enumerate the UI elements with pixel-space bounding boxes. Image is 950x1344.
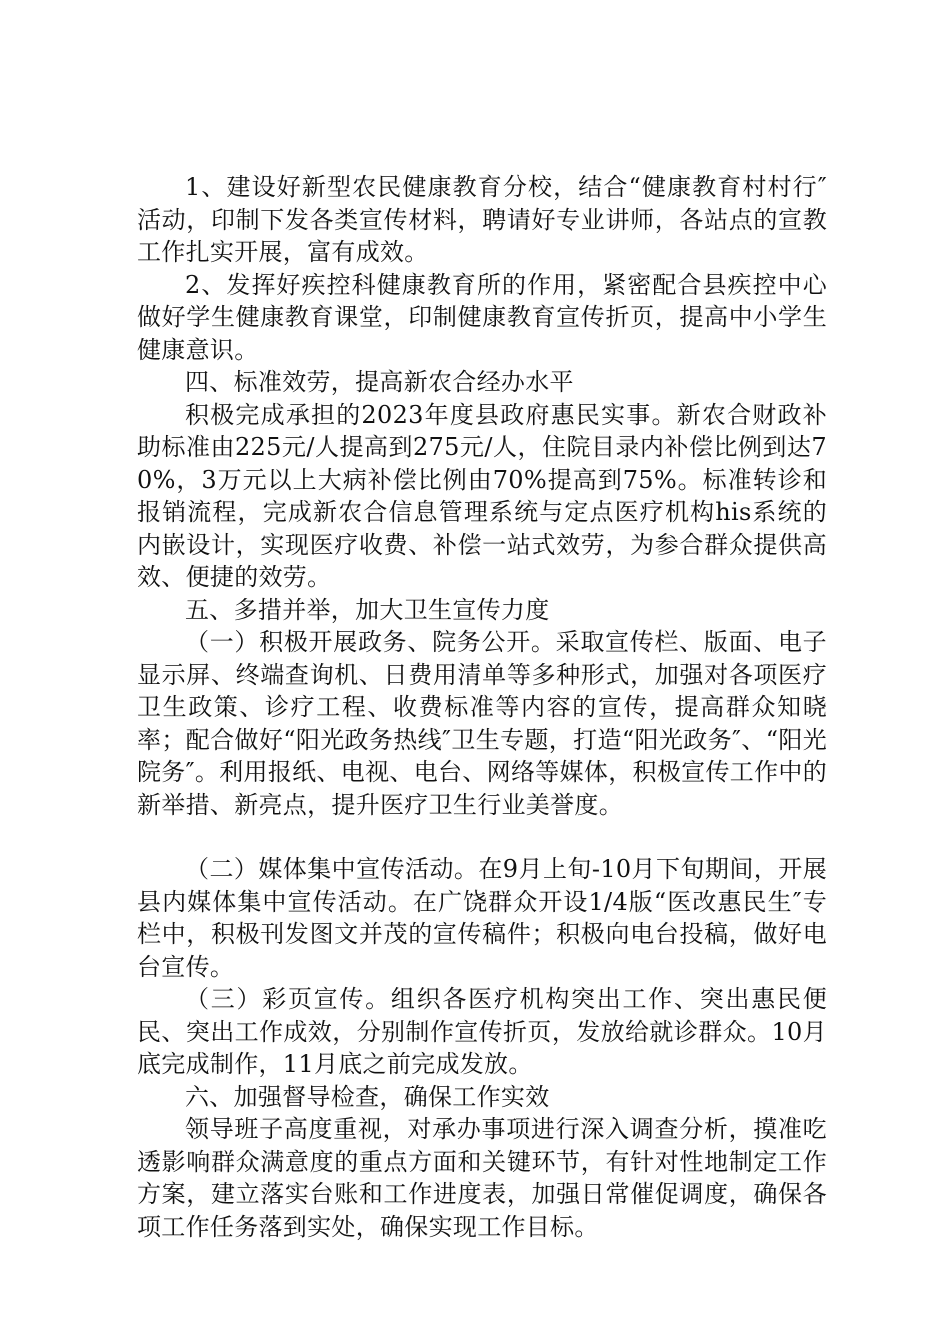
paragraph-rural-insurance: 积极完成承担的2023年度县政府惠民实事。新农合财政补助标准由225元/人提高到275元/人，住院目录内补偿比例到达70%，3万元以上大病补偿比例由70%提高到75%。标准转诊和报销流程，完成新农合信息管理系统与定点医疗机构his系统的内嵌设计，实现医疗收费、补偿一站式效劳，为参合群众提供高效、便捷的效劳。	[137, 400, 827, 591]
paragraph-publicity-2: （二）媒体集中宣传活动。在9月上旬-10月下旬期间，开展县内媒体集中宣传活动。在广饶群众开设1/4版“医改惠民生″专栏中，积极刊发图文并茂的宣传稿件；积极向电台投稿，做好电台宣传。	[137, 855, 827, 981]
paragraph-disease-control: 2、发挥好疾控科健康教育所的作用，紧密配合县疾控中心做好学生健康教育课堂，印制健康教育宣传折页，提高中小学生健康意识。	[137, 270, 827, 364]
paragraph-health-school: 1、建设好新型农民健康教育分校，结合“健康教育村村行″活动，印制下发各类宣传材料，聘请好专业讲师，各站点的宣教工作扎实开展，富有成效。	[137, 173, 827, 266]
paragraph-supervision: 领导班子高度重视，对承办事项进行深入调查分析，摸准吃透影响群众满意度的重点方面和关键环节，有针对性地制定工作方案，建立落实台账和工作进度表，加强日常催促调度，确保各项工作任务落到实处，确保实现工作目标。	[137, 1115, 827, 1241]
paragraph-publicity-1: （一）积极开展政务、院务公开。采取宣传栏、版面、电子显示屏、终端查询机、日费用清单等多种形式，加强对各项医疗卫生政策、诊疗工程、收费标准等内容的宣传，提高群众知晓率；配合做好“阳光政务热线″卫生专题，打造“阳光政务″、“阳光院务″。利用报纸、电视、电台、网络等媒体，积极宣传工作中的新举措、新亮点，提升医疗卫生行业美誉度。	[137, 628, 827, 819]
heading-section-5: 五、多措并举，加大卫生宣传力度	[185, 595, 550, 624]
document-body	[137, 171, 827, 1243]
paragraph-publicity-3: （三）彩页宣传。组织各医疗机构突出工作、突出惠民便民、突出工作成效，分别制作宣传折页，发放给就诊群众。10月底完成制作，11月底之前完成发放。	[137, 985, 827, 1078]
heading-section-6: 六、加强督导检查，确保工作实效	[185, 1082, 550, 1111]
heading-section-4: 四、标准效劳，提高新农合经办水平	[185, 368, 574, 396]
